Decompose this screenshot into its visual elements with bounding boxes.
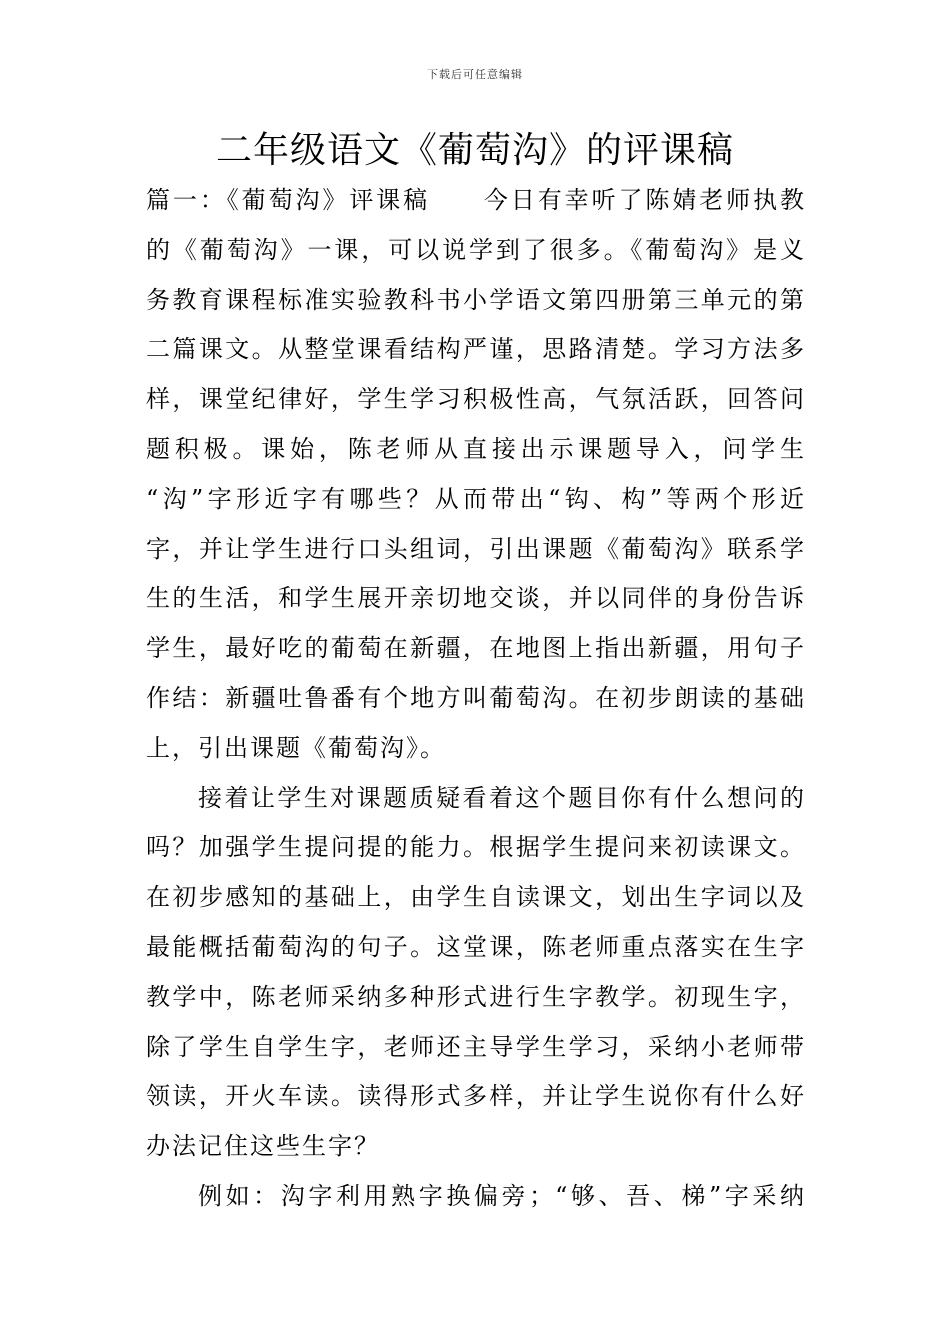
text-line: 的《葡萄沟》一课，可以说学到了很多。《葡萄沟》是义 bbox=[146, 235, 806, 264]
text-line: 除了学生自学生字，老师还主导学生学习，采纳小老师带 bbox=[146, 1032, 806, 1061]
text-line: 字，并让学生进行口头组词，引出课题《葡萄沟》联系学 bbox=[146, 534, 806, 563]
text-line: 二篇课文。从整堂课看结构严谨，思路清楚。学习方法多 bbox=[146, 335, 806, 364]
paragraph-1 bbox=[146, 176, 806, 774]
paragraph-3 bbox=[146, 1172, 806, 1222]
text-line: 学生，最好吃的葡萄在新疆，在地图上指出新疆，用句子 bbox=[146, 634, 806, 663]
paragraph-2 bbox=[146, 774, 806, 1172]
page-header-note: 下载后可任意编辑 bbox=[427, 68, 523, 81]
text-line: 接着让学生对课题质疑看着这个题目你有什么想问的 bbox=[198, 783, 806, 812]
document-body bbox=[146, 176, 806, 1222]
text-line: 吗？加强学生提问提的能力。根据学生提问来初读课文。 bbox=[146, 833, 806, 862]
text-line: 领读，开火车读。读得形式多样，并让学生说你有什么好 bbox=[146, 1082, 806, 1111]
text-line: 教学中，陈老师采纳多种形式进行生字教学。初现生字， bbox=[146, 982, 806, 1011]
text-line: 题积极。课始，陈老师从直接出示课题导入，问学生 bbox=[146, 434, 806, 463]
text-line: 最能概括葡萄沟的句子。这堂课，陈老师重点落实在生字 bbox=[146, 932, 806, 961]
text-line: “沟”字形近字有哪些？从而带出“钩、构”等两个形近 bbox=[146, 484, 806, 513]
text-line: 上，引出课题《葡萄沟》。 bbox=[146, 733, 446, 762]
text-line: 例如：沟字利用熟字换偏旁；“够、吾、梯”字采纳 bbox=[198, 1181, 806, 1210]
text-line: 样，课堂纪律好，学生学习积极性高，气氛活跃，回答问 bbox=[146, 385, 806, 414]
document-title: 二年级语文《葡萄沟》的评课稿 bbox=[215, 130, 734, 171]
text-line: 在初步感知的基础上，由学生自读课文，划出生字词以及 bbox=[146, 883, 806, 912]
text-line: 生的生活，和学生展开亲切地交谈，并以同伴的身份告诉 bbox=[146, 584, 806, 613]
text-line: 作结：新疆吐鲁番有个地方叫葡萄沟。在初步朗读的基础 bbox=[146, 683, 806, 712]
text-line: 务教育课程标准实验教科书小学语文第四册第三单元的第 bbox=[146, 285, 806, 314]
text-line: 办法记住这些生字？ bbox=[146, 1132, 380, 1161]
text-line: 篇一：《葡萄沟》评课稿 今日有幸听了陈婧老师执教 bbox=[146, 186, 806, 214]
